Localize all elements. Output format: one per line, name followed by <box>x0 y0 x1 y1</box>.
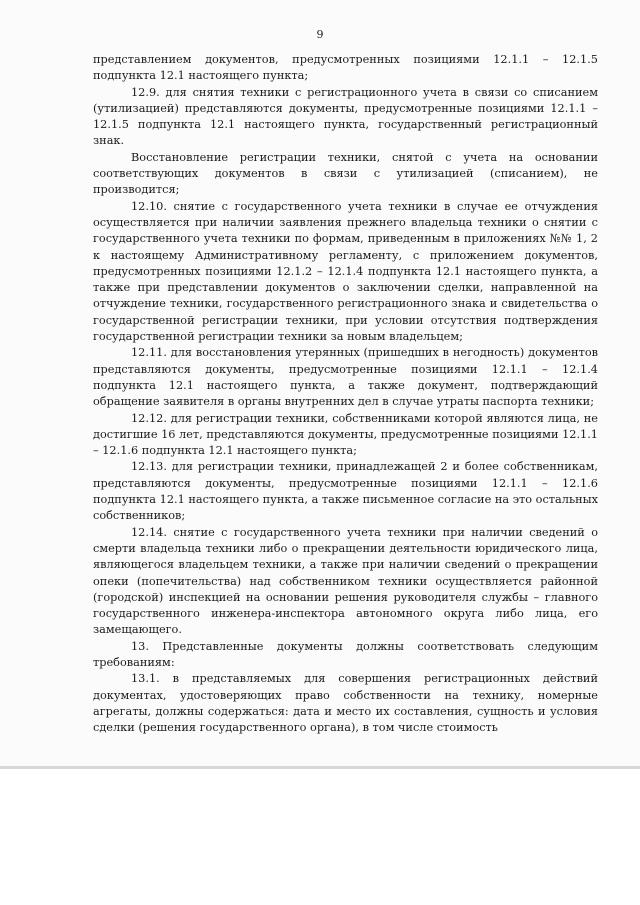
document-body <box>93 52 598 736</box>
paragraph-12-9: 12.9. для снятия техники с регистрационного учета в связи со списанием (утилизацией) представляются документы, предусмотренные позициями 12.1.1 – 12.1.5 подпункта 12.1 настоящего пункта, государственный регистрационный знак. <box>93 85 598 148</box>
paragraph-12-12: 12.12. для регистрации техники, собственниками которой являются лица, не достигшие 16 лет, представляются документы, предусмотренные позициями 12.1.1 – 12.1.6 подпункта 12.1 настоящего пункта; <box>93 411 598 458</box>
paragraph-12-13: 12.13. для регистрации техники, принадлежащей 2 и более собственникам, представляются документы, предусмотренные позициями 12.1.1 – 12.1.6 подпункта 12.1 настоящего пункта, а также письменное согласие на это остальных собственников; <box>93 460 599 523</box>
paragraph-restoration: Восстановление регистрации техники, снятой с учета на основании соответствующих документов в связи с утилизацией (списанием), не производится; <box>93 150 598 197</box>
paragraph-12-14: 12.14. снятие с государственного учета техники при наличии сведений о смерти владельца техники либо о прекращении деятельности юридического лица, являющегося владельцем техники, а также при наличии сведений о прекращении опеки (попечительства) над собственником техники осуществляется районной (городской) инспекцией на основании решения руководителя службы – главного государственного инженера-инспектора автономного округа либо лица, его замещающего. <box>93 525 598 637</box>
paragraph-12-11: 12.11. для восстановления утерянных (пришедших в негодность) документов представляются документы, предусмотренные позициями 12.1.1 – 12.1.4 подпункта 12.1 настоящего пункта, а также документ, подтверждающий обращение заявителя в органы внутренних дел в случае утраты паспорта техники; <box>93 346 598 409</box>
page-bottom-edge <box>0 766 640 769</box>
page-number: 9 <box>316 28 324 41</box>
paragraph-13: 13. Представленные документы должны соответствовать следующим требованиям: <box>93 639 598 669</box>
paragraph-13-1: 13.1. в представляемых для совершения регистрационных действий документах, удостоверяющих право собственности на технику, номерные агрегаты, должны содержаться: дата и место их составления, сущность и условия сделки (решения государственного органа), в том числе стоимость <box>93 672 598 735</box>
paragraph-12-10: 12.10. снятие с государственного учета техники в случае ее отчуждения осуществляется при наличии заявления прежнего владельца техники о снятии с государственного учета техники по формам, приведенным в приложениях №№ 1, 2 к настоящему Административному регламенту, с приложением документов, предусмотренных позициями 12.1.2 – 12.1.4 подпункта 12.1 настоящего пункта, а также при представлении документов о заключении сделки, направленной на отчуждение техники, государственного регистрационного знака и свидетельства о государственной регистрации техники, при условии отсутствия подтверждения государственной регистрации техники за новым владельцем; <box>93 199 598 344</box>
paragraph-continuation: представлением документов, предусмотренных позициями 12.1.1 – 12.1.5 подпункта 12.1 настоящего пункта; <box>93 53 598 83</box>
